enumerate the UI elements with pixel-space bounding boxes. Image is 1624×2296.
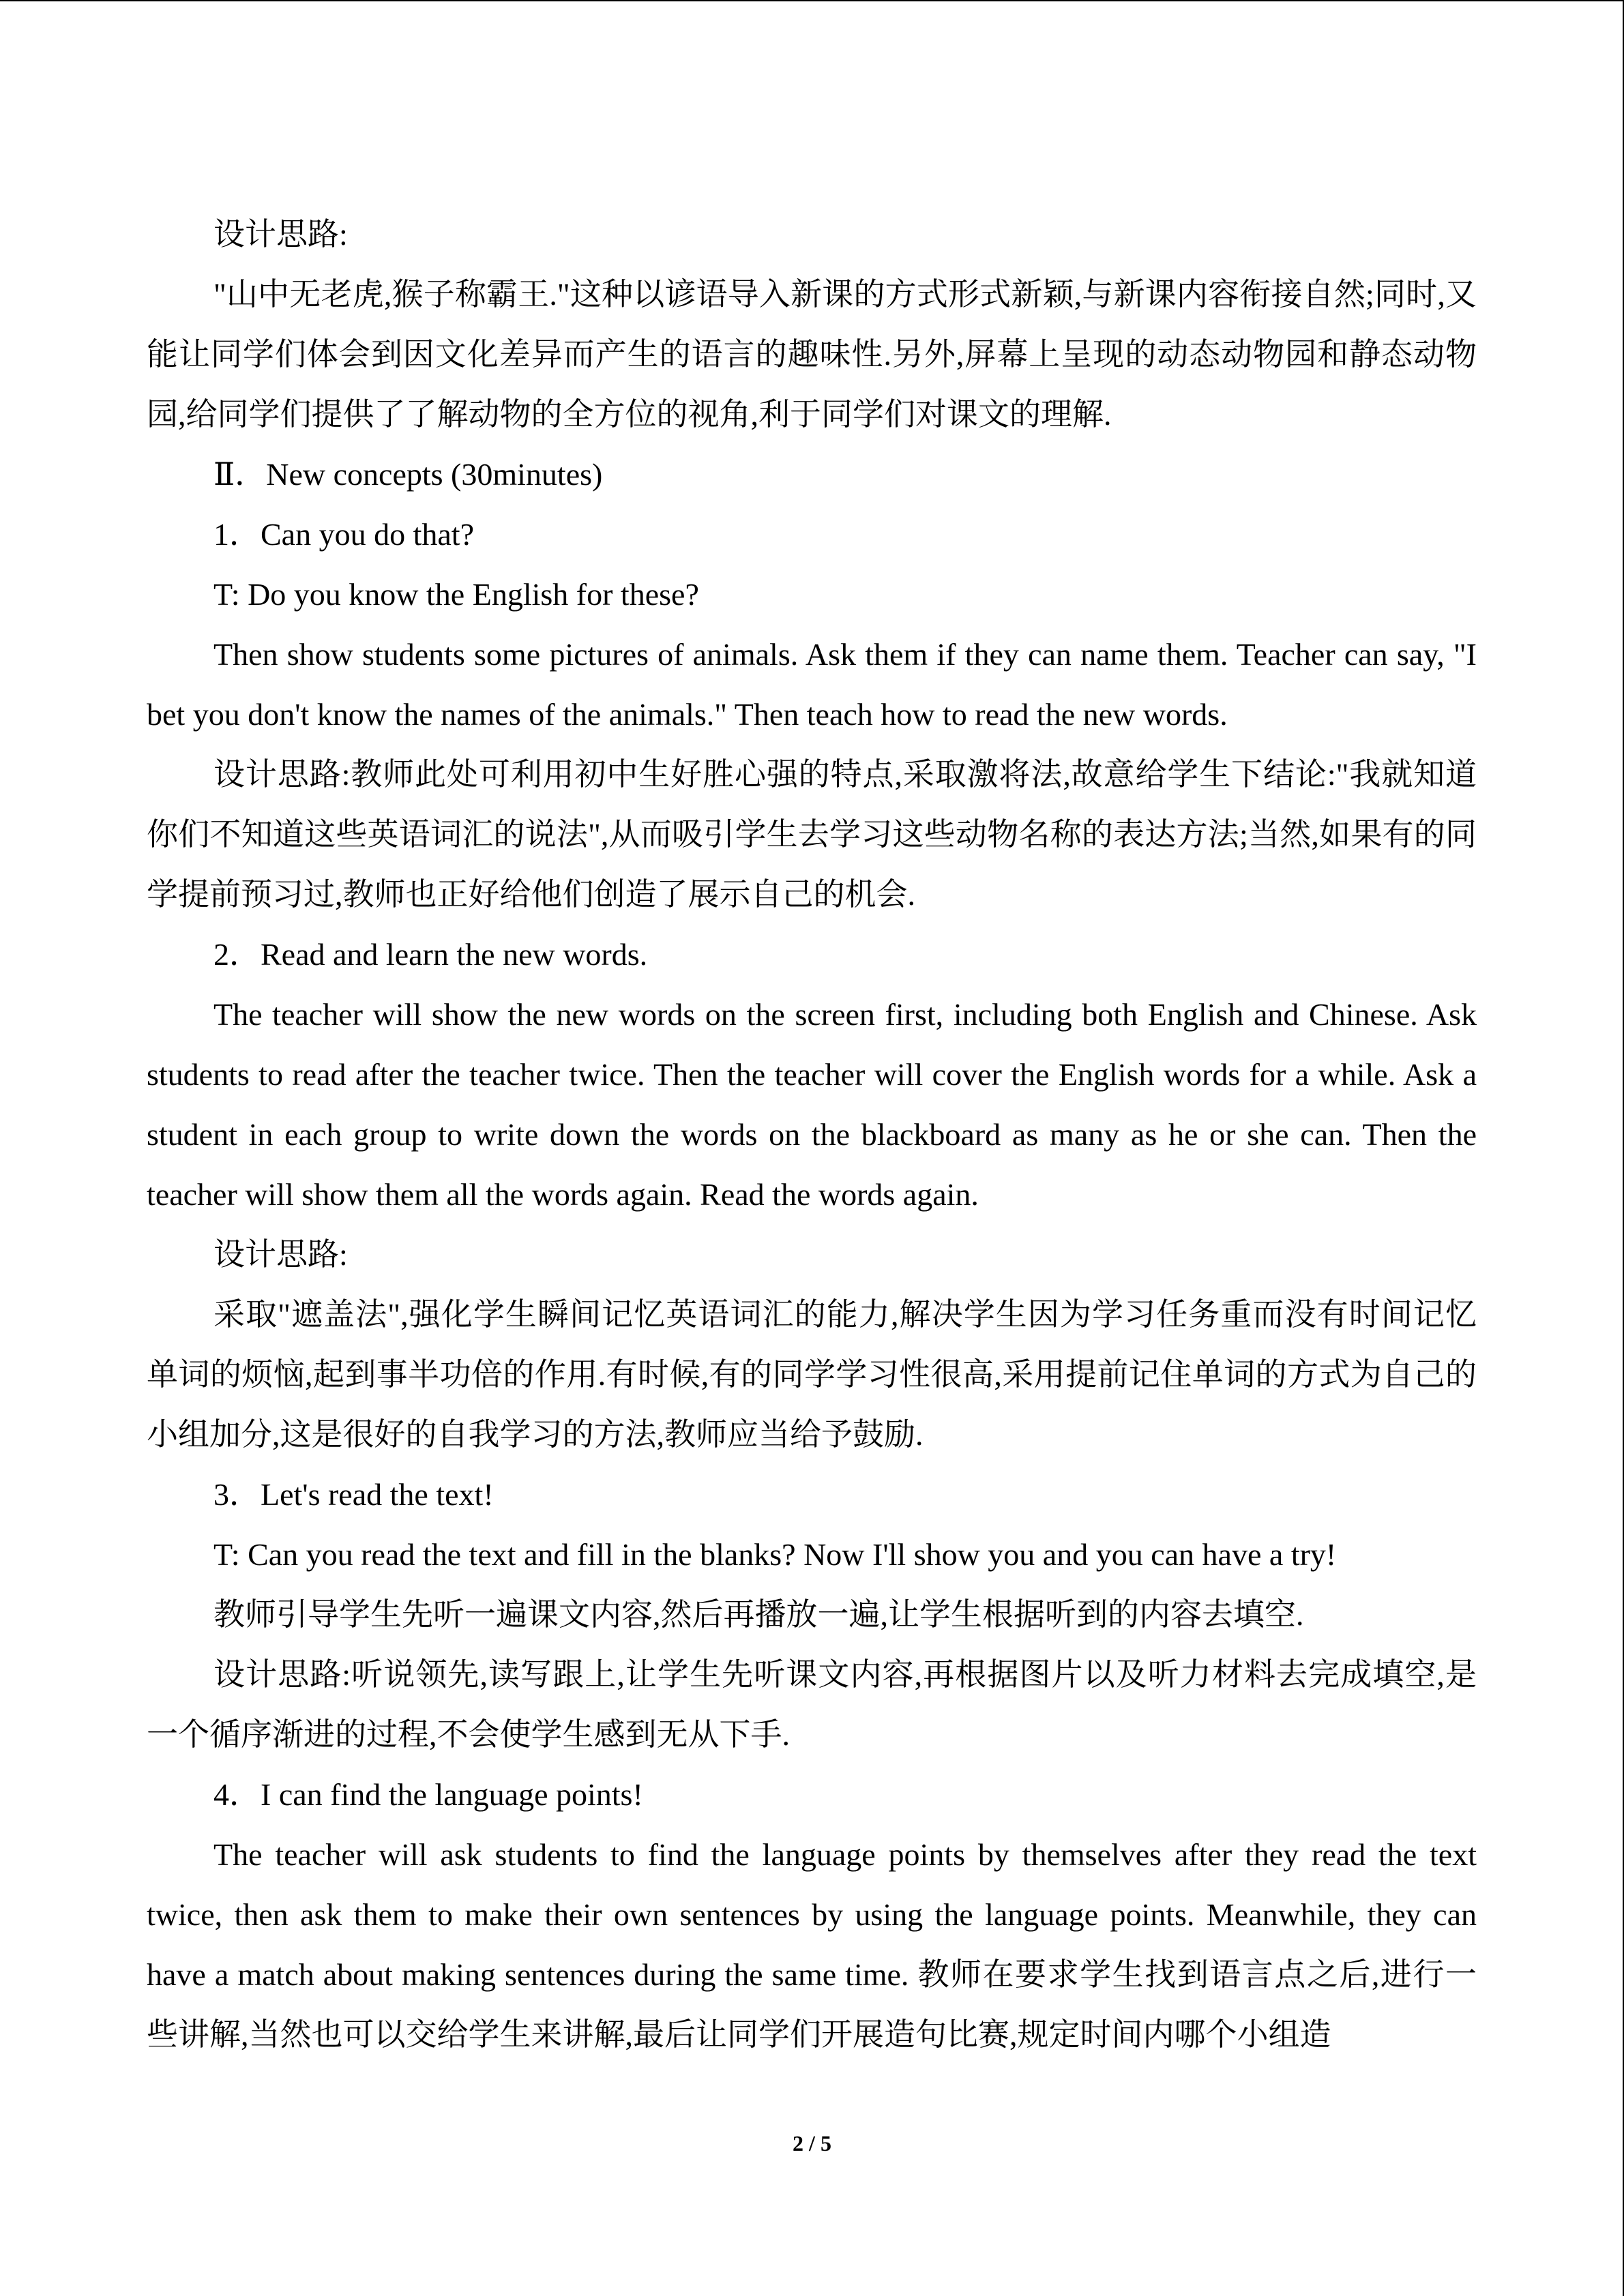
- paragraph-design-idea-4: 设计思路:听说领先,读写跟上,让学生先听课文内容,再根据图片以及听力材料去完成填空,是一个循序渐进的过程,不会使学生感到无从下手.: [147, 1657, 1477, 1752]
- step-heading-2: 2．Read and learn the new words.: [213, 937, 648, 972]
- paragraph-language-points: The teacher will ask students to find the language points by themselves after they read the text twice, then ask them to make their own sentences by using the language points. Meanwhile, they can have a match about making sentences during the same time. 教师在要求学生找到语言点之后,进行一些讲解,当然也可以交给学生来讲解,最后让同学们开展造句比赛,规定时间内哪个小组造: [147, 1837, 1477, 2052]
- section-heading-new-concepts: Ⅱ．New concepts (30minutes): [213, 457, 603, 492]
- paragraph-proverb-intro: "山中无老虎,猴子称霸王."这种以谚语导入新课的方式形式新颖,与新课内容衔接自然;同时,又能让同学们体会到因文化差异而产生的语言的趣味性.另外,屏幕上呈现的动态动物园和静态动物园,给同学们提供了了解动物的全方位的视角,利于同学们对课文的理解.: [147, 277, 1477, 432]
- paragraph-listening-guide: 教师引导学生先听一遍课文内容,然后再播放一遍,让学生根据听到的内容去填空.: [213, 1597, 1304, 1632]
- paragraph-new-words: The teacher will show the new words on the screen first, including both English and Chinese. Ask students to read after the teacher twice. Then the teacher will cover the English words for a while. Ask a student in each group to write down the words on the blackboard as many as he or she can. Then the teacher will show them all the words again. Read the words again.: [147, 997, 1477, 1212]
- page-number: 2 / 5: [793, 2131, 831, 2156]
- paragraph-design-idea-2: 设计思路:教师此处可利用初中生好胜心强的特点,采取激将法,故意给学生下结论:"我就知道你们不知道这些英语词汇的说法",从而吸引学生去学习这些动物名称的表达方法;当然,如果有的同学提前预习过,教师也正好给他们创造了展示自己的机会.: [147, 757, 1477, 912]
- paragraph-design-idea-heading-1: 设计思路:: [213, 217, 348, 252]
- paragraph-design-idea-heading-3: 设计思路:: [213, 1237, 348, 1272]
- step-heading-3: 3．Let's read the text!: [213, 1477, 494, 1512]
- paragraph-cover-method: 采取"遮盖法",强化学生瞬间记忆英语词汇的能力,解决学生因为学习任务重而没有时间记忆单词的烦恼,起到事半功倍的作用.有时候,有的同学学习性很高,采用提前记住单词的方式为自己的小组加分,这是很好的自我学习的方法,教师应当给予鼓励.: [147, 1297, 1477, 1452]
- paragraph-teacher-question-2: T: Can you read the text and fill in the blanks? Now I'll show you and you can have a try!: [213, 1537, 1337, 1572]
- paragraph-teacher-question-1: T: Do you know the English for these?: [213, 577, 699, 612]
- step-heading-4: 4．I can find the language points!: [213, 1777, 643, 1812]
- step-heading-1: 1．Can you do that?: [213, 517, 474, 552]
- document-body: [147, 205, 1477, 2065]
- paragraph-show-pictures: Then show students some pictures of animals. Ask them if they can name them. Teacher can say, "I bet you don't know the names of the animals." Then teach how to read the new words.: [147, 637, 1477, 732]
